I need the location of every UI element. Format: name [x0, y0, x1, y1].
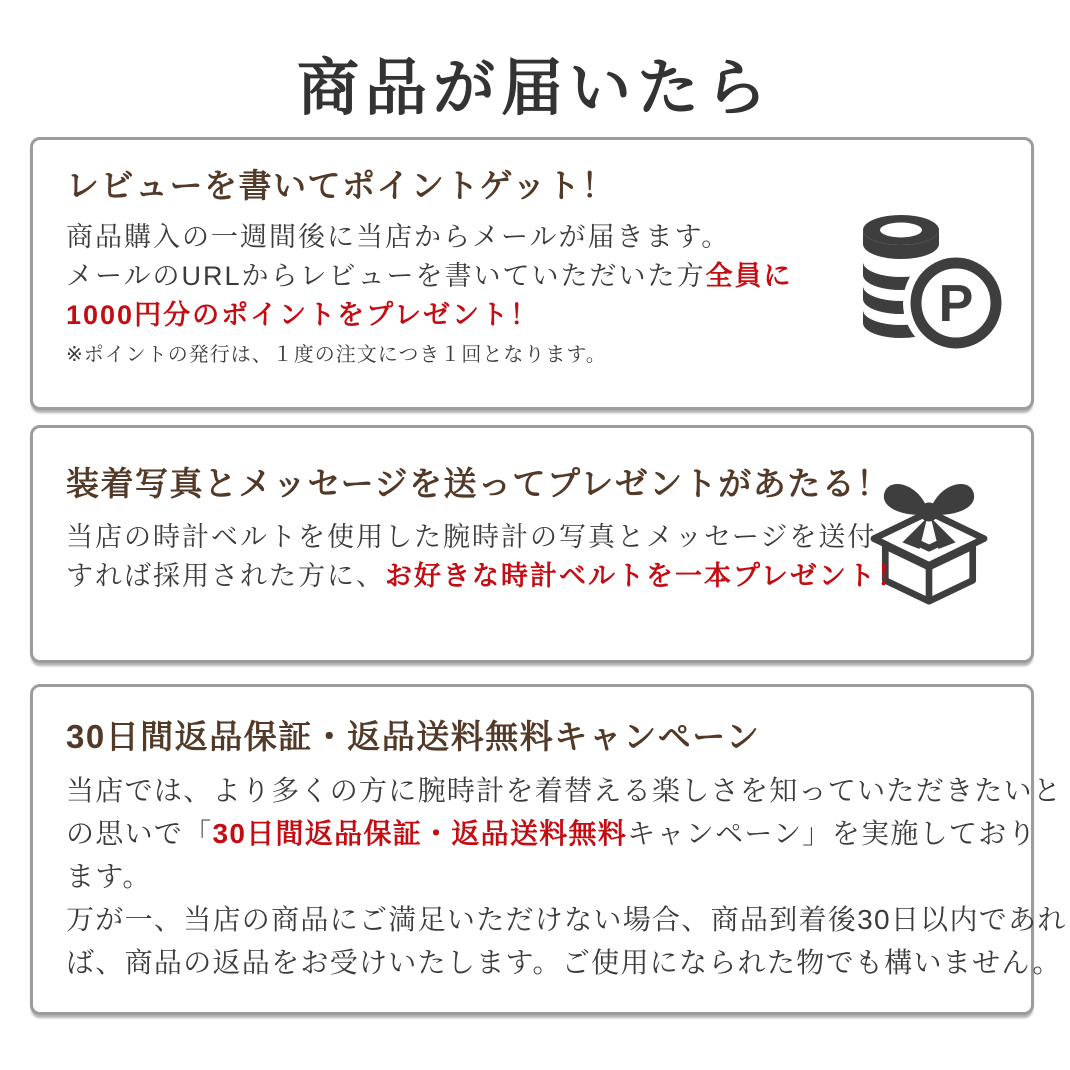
review-points-heading: レビューを書いてポイントゲット！ [66, 167, 617, 204]
photo-line-2-normal: すれば採用された方に、 [66, 561, 385, 591]
review-line-2-highlight: 全員に [705, 261, 793, 291]
review-points-card [30, 137, 1034, 410]
review-note: ※ポイントの発行は、１度の注文につき１回となります。 [66, 344, 607, 366]
photo-line-1: 当店の時計ベルトを使用した腕時計の写真とメッセージを送付 [66, 522, 877, 552]
guarantee-line-2 [66, 812, 1037, 855]
return-guarantee-card [30, 684, 1067, 1015]
guarantee-line-2-post: キャンペーン」を実施しており [627, 818, 1037, 849]
guarantee-line-3: ます。 [66, 861, 152, 892]
guarantee-line-2-pre: の思いで「 [66, 818, 213, 849]
photo-present-card [30, 425, 1034, 663]
guarantee-line-1: 当店では、より多くの方に腕時計を着替える楽しさを知っていただきたいと [66, 775, 1063, 806]
photo-line-2 [66, 557, 1031, 596]
guarantee-line-4: 万が一、当店の商品にご満足いただけない場合、商品到着後30日以内であれ [66, 904, 1067, 935]
return-guarantee-content [33, 687, 1067, 984]
page-title: 商品が届いたら [296, 54, 773, 123]
photo-present-heading: 装着写真とメッセージを送ってプレゼントがあたる！ [66, 465, 891, 502]
photo-present-content [33, 428, 1031, 596]
review-line-2-normal: メールのURLからレビューを書いていただいた方 [66, 261, 706, 291]
review-line-1: 商品購入の一週間後に当店からメールが届きます。 [66, 222, 731, 252]
guarantee-line-2-highlight: 30日間返品保証・返品送料無料 [212, 818, 628, 849]
review-points-content [33, 140, 1031, 368]
review-line-2 [66, 257, 1031, 296]
guarantee-line-5: ば、商品の返品をお受けいたします。ご使用になられた物でも構いません。 [66, 947, 1062, 978]
return-guarantee-heading: 30日間返品保証・返品送料無料キャンペーン [66, 718, 761, 755]
svg-text:P: P [938, 275, 974, 333]
photo-line-2-highlight: お好きな時計ベルトを一本プレゼント！ [385, 561, 906, 591]
review-line-3-highlight: 1000円分のポイントをプレゼント！ [66, 300, 539, 330]
